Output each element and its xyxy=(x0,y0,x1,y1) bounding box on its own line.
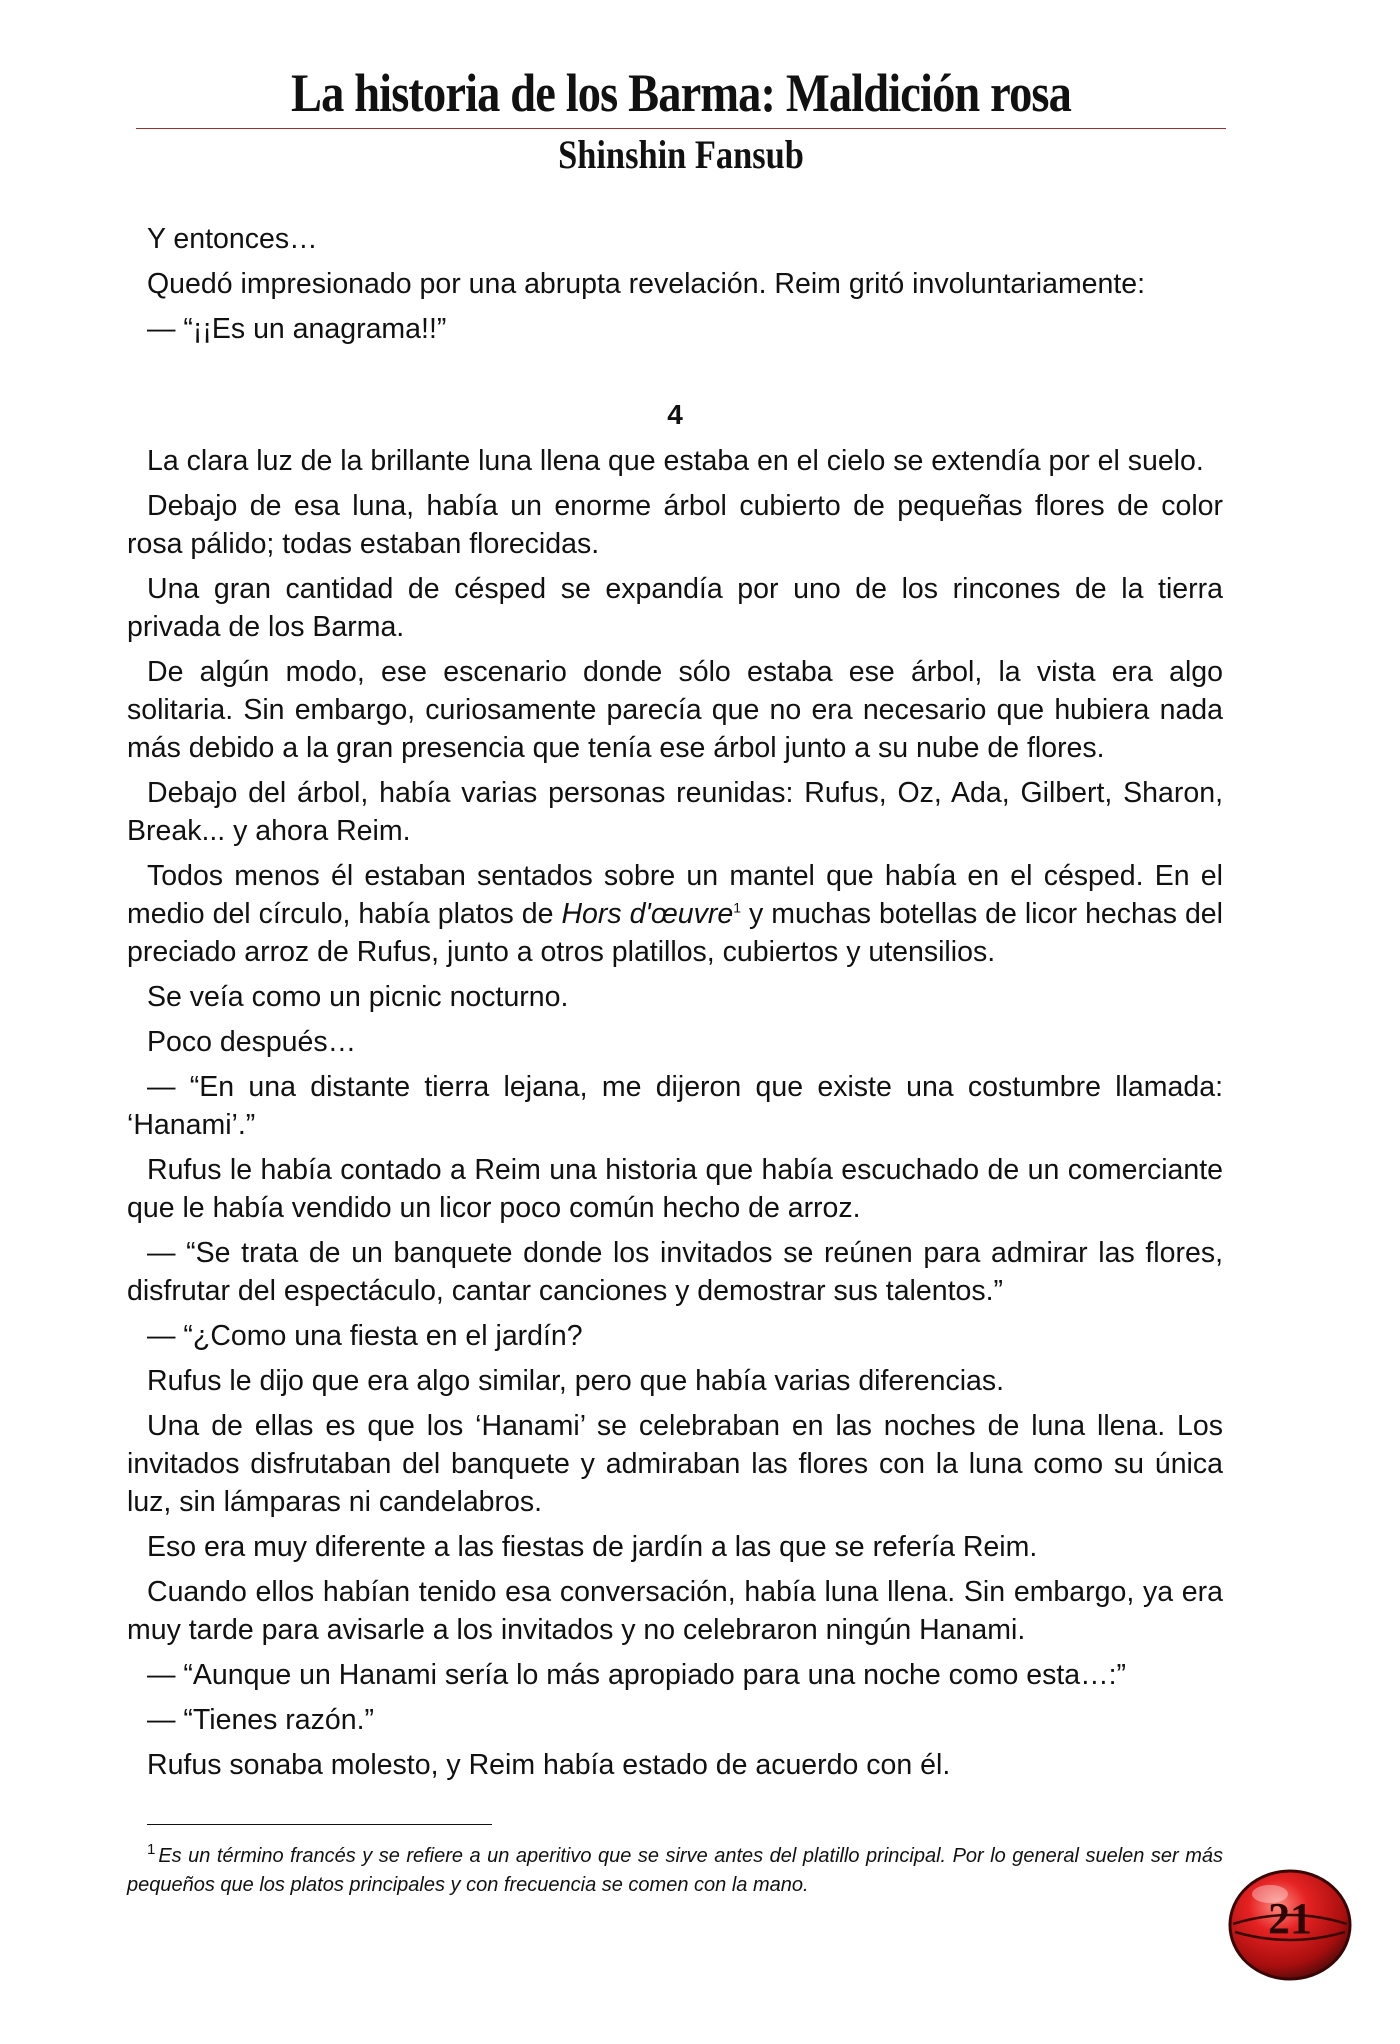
paragraph: Se veía como un picnic nocturno. xyxy=(147,981,569,1013)
paragraph: Debajo del árbol, había varias personas reunidas: Rufus, Oz, Ada, Gilbert, Sharon, Break... y ahora Reim. xyxy=(127,777,1223,847)
dialogue-line: — “Tienes razón.” xyxy=(147,1704,375,1736)
paragraph: De algún modo, ese escenario donde sólo estaba ese árbol, la vista era algo solitaria. Sin embargo, curiosamente parecía que no era necesario que hubiera nada más debido a la gran presencia que tenía ese árbol junto a su nube de flores. xyxy=(127,656,1223,764)
dialogue-line: — “¿Como una fiesta en el jardín? xyxy=(147,1320,583,1352)
chapter-body xyxy=(127,220,1223,1791)
paragraph: La clara luz de la brillante luna llena que estaba en el cielo se extendía por el suelo. xyxy=(147,445,1204,477)
page-number-badge xyxy=(1225,1866,1355,1984)
text-segment: y muchas botellas de licor hechas del preciado arroz de Rufus, junto a otros platillos, cubiertos y utensilios. xyxy=(127,898,1223,968)
paragraph: Rufus le había contado a Reim una historia que había escuchado de un comerciante que le había vendido un licor poco común hecho de arroz. xyxy=(127,1154,1223,1224)
footnote-mark: 1 xyxy=(147,1841,156,1859)
paragraph: Rufus le dijo que era algo similar, pero que había varias diferencias. xyxy=(147,1365,1005,1397)
dialogue-line: — “En una distante tierra lejana, me dijeron que existe una costumbre llamada: ‘Hanami’.” xyxy=(127,1071,1223,1141)
page-number: 21 xyxy=(1268,1894,1312,1943)
paragraph: Eso era muy diferente a las fiestas de jardín a las que se refería Reim. xyxy=(147,1531,1038,1563)
paragraph: Cuando ellos habían tenido esa conversación, había luna llena. Sin embargo, ya era muy tarde para avisarle a los invitados y no celebraron ningún Hanami. xyxy=(127,1576,1223,1646)
footnote-divider xyxy=(147,1824,492,1825)
paragraph: Poco después… xyxy=(147,1026,357,1058)
paragraph: Una de ellas es que los ‘Hanami’ se celebraban en las noches de luna llena. Los invitados disfrutaban del banquete y admiraban las flores con la luna como su única luz, sin lámparas ni candelabros. xyxy=(127,1410,1223,1518)
dialogue-line: — “Aunque un Hanami sería lo más apropiado para una noche como esta…:” xyxy=(147,1659,1127,1691)
footnote-reference[interactable]: 1 xyxy=(733,899,742,916)
italic-term: Hors d'œuvre xyxy=(561,898,734,930)
book-title: La historia de los Barma: Maldición rosa xyxy=(290,63,1072,123)
page-header xyxy=(136,60,1226,181)
paragraph: Y entonces… xyxy=(147,223,318,255)
dialogue-line: — “¡¡Es un anagrama!!” xyxy=(147,313,447,345)
footnote xyxy=(127,1842,1223,1900)
paragraph: Rufus sonaba molesto, y Reim había estado de acuerdo con él. xyxy=(147,1749,951,1781)
text-segment: Todos menos él estaban sentados sobre un mantel que había en el césped. En el medio del círculo, había platos de xyxy=(127,860,1223,930)
dialogue-line: — “Se trata de un banquete donde los invitados se reúnen para admirar las flores, disfrutar del espectáculo, cantar canciones y demostrar sus talentos.” xyxy=(127,1237,1223,1307)
paragraph: Quedó impresionado por una abrupta revelación. Reim gritó involuntariamente: xyxy=(147,268,1146,300)
paragraph-hors-doeuvre xyxy=(127,857,1223,971)
footnote-text: Es un término francés y se refiere a un aperitivo que se sirve antes del platillo principal. Por lo general suelen ser más pequeños que los platos principales y con frecuencia se comen con la mano. xyxy=(127,1845,1223,1896)
section-number: 4 xyxy=(667,399,683,430)
paragraph: Debajo de esa luna, había un enorme árbol cubierto de pequeñas flores de color rosa pálido; todas estaban florecidas. xyxy=(127,490,1223,560)
fansub-name: Shinshin Fansub xyxy=(558,132,804,177)
paragraph: Una gran cantidad de césped se expandía por uno de los rincones de la tierra privada de los Barma. xyxy=(127,573,1223,643)
